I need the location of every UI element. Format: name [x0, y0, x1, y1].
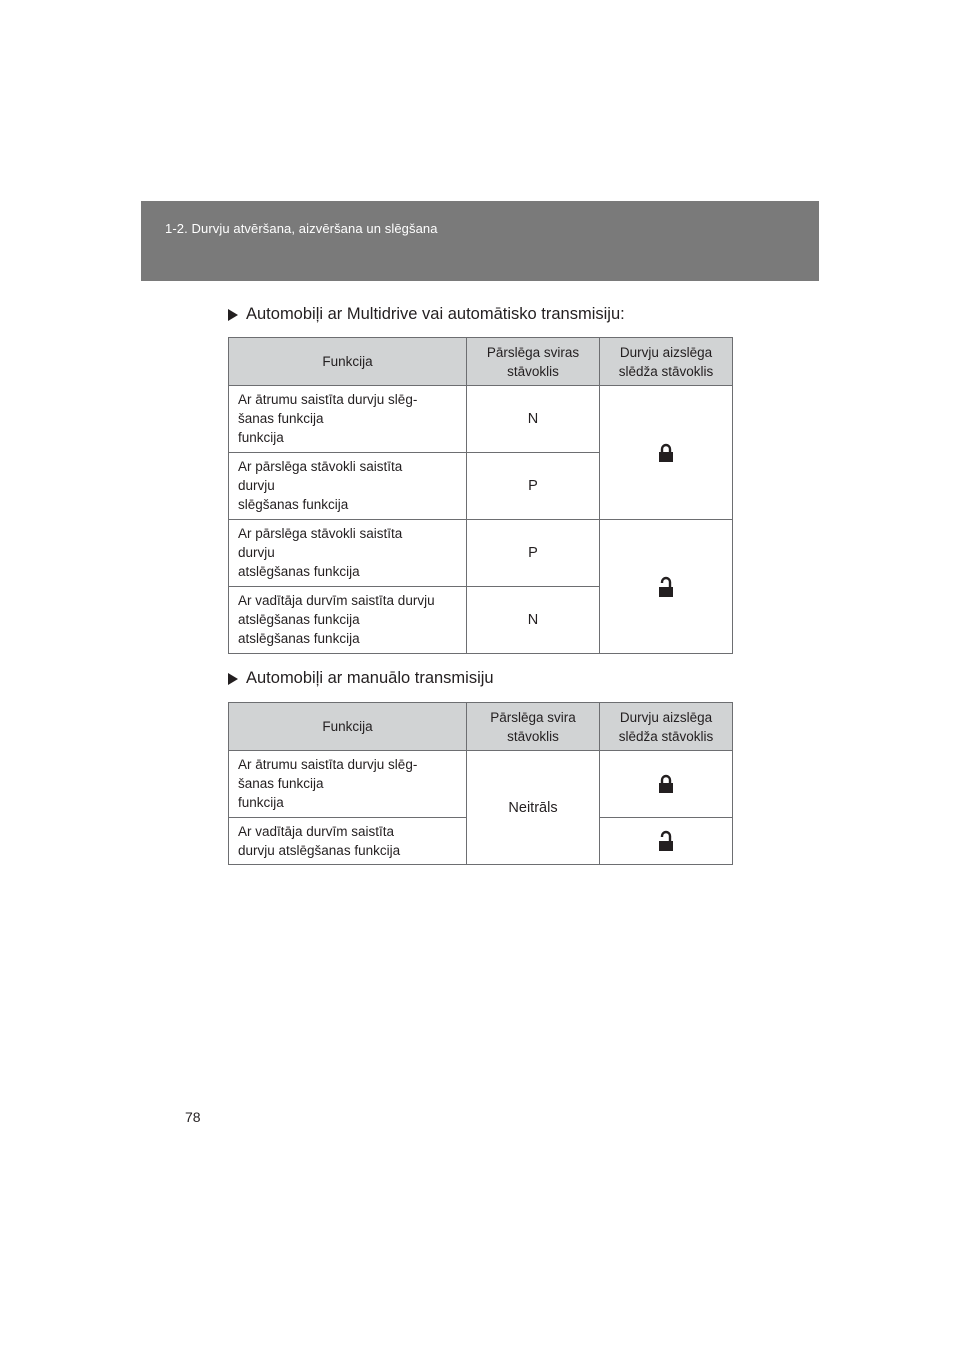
column-header-function: Funkcija	[229, 338, 467, 386]
unlocked-padlock-icon	[658, 576, 674, 598]
function-cell: Ar ātrumu saistīta durvju slēg- šanas funkcija funkcija	[229, 386, 467, 453]
column-header-shift-position: Pārslēga svira stāvoklis	[467, 703, 600, 751]
section-heading-automatic	[228, 305, 625, 324]
shift-position-cell: N	[467, 587, 600, 654]
section-heading-text: Automobiļi ar manuālo transmisiju	[246, 669, 494, 687]
shift-position-cell: N	[467, 386, 600, 453]
function-cell: Ar vadītāja durvīm saistīta durvju atslēgšanas funkcija	[229, 818, 467, 865]
column-header-function: Funkcija	[229, 703, 467, 751]
shift-position-cell: P	[467, 453, 600, 520]
section-heading-manual	[228, 669, 494, 688]
function-cell: Ar ātrumu saistīta durvju slēg- šanas funkcija funkcija	[229, 751, 467, 818]
lock-switch-cell	[600, 818, 733, 865]
chapter-header-band	[141, 201, 819, 281]
triangle-bullet-icon	[228, 309, 238, 321]
manual-transmission-table	[228, 702, 733, 865]
function-cell: Ar pārslēga stāvokli saistīta durvju slēgšanas funkcija	[229, 453, 467, 520]
column-header-lock-switch: Durvju aizslēga slēdža stāvoklis	[600, 703, 733, 751]
locked-padlock-icon	[658, 443, 674, 463]
lock-switch-cell	[600, 520, 733, 654]
chapter-breadcrumb: 1-2. Durvju atvēršana, aizvēršana un slēgšana	[165, 221, 438, 236]
function-cell: Ar pārslēga stāvokli saistīta durvju atslēgšanas funkcija	[229, 520, 467, 587]
column-header-shift-position: Pārslēga sviras stāvoklis	[467, 338, 600, 386]
automatic-transmission-table	[228, 337, 733, 654]
section-heading-text: Automobiļi ar Multidrive vai automātisko transmisiju:	[246, 305, 625, 323]
unlocked-padlock-icon	[658, 830, 674, 852]
function-cell: Ar vadītāja durvīm saistīta durvju atslēgšanas funkcija atslēgšanas funkcija	[229, 587, 467, 654]
page-number: 78	[185, 1109, 201, 1125]
table-row	[229, 751, 733, 818]
column-header-lock-switch: Durvju aizslēga slēdža stāvoklis	[600, 338, 733, 386]
table-row	[229, 520, 733, 587]
lock-switch-cell	[600, 386, 733, 520]
locked-padlock-icon	[658, 774, 674, 794]
lock-switch-cell	[600, 751, 733, 818]
table-row	[229, 386, 733, 453]
triangle-bullet-icon	[228, 673, 238, 685]
shift-position-cell: P	[467, 520, 600, 587]
shift-position-cell: Neitrāls	[467, 751, 600, 865]
